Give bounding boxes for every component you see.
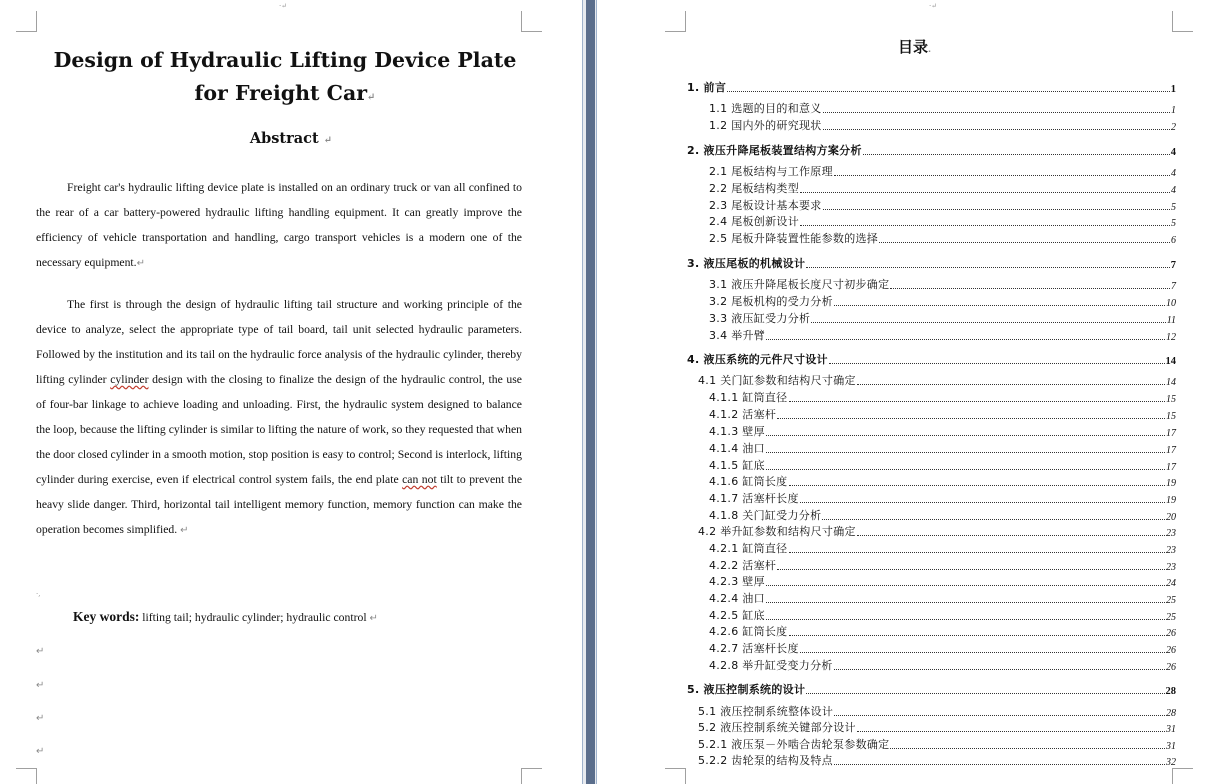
empty-paragraph-mark[interactable]: ↵: [36, 680, 45, 691]
toc-entry[interactable]: [687, 80, 1176, 95]
toc-entry-label: 4.2.2 活塞杆: [709, 559, 777, 572]
toc-entry-label: 4.1.3 壁厚: [709, 425, 765, 438]
empty-paragraph-mark[interactable]: ↵: [36, 713, 45, 724]
toc-entry-page: 15: [1166, 394, 1176, 405]
toc-dot-leader: [834, 668, 1165, 670]
toc-entry-label: 5.2.1 液压泵－外啮合齿轮泵参数确定: [698, 738, 890, 751]
toc-entry-label: 4.1.4 油口: [709, 442, 765, 455]
toc-dot-leader: [789, 484, 1166, 486]
keywords-line[interactable]: Key words: lifting tail; hydraulic cylinder; hydraulic control ↵: [73, 609, 378, 624]
toc-entry[interactable]: [687, 143, 1176, 158]
header-return-mark: ·↵: [279, 2, 288, 10]
toc-entry-label: 1. 前言: [687, 81, 727, 94]
crop-mark-top-left: [665, 11, 686, 32]
toc-dot-leader: [777, 417, 1165, 419]
toc-entry-page: 5: [1171, 202, 1176, 213]
toc-dot-leader: [789, 551, 1166, 553]
toc-entry[interactable]: [687, 682, 1176, 697]
empty-paragraph-mark[interactable]: ↵: [36, 646, 45, 657]
toc-entry-page: 17: [1166, 428, 1176, 439]
toc-dot-leader: [823, 111, 1170, 113]
toc-entry[interactable]: [709, 624, 1176, 639]
toc-dot-leader: [766, 434, 1165, 436]
header-return-mark: ·↵: [929, 2, 938, 10]
toc-dot-leader: [834, 714, 1165, 716]
toc-entry-page: 2: [1171, 122, 1176, 133]
paragraph-anchor-mark: ·,: [36, 590, 41, 598]
toc-entry-page: 23: [1166, 562, 1176, 573]
toc-entry[interactable]: [709, 658, 1176, 673]
toc-entry-label: 2. 液压升降尾板装置结构方案分析: [687, 144, 862, 157]
toc-entry[interactable]: [709, 164, 1176, 179]
toc-entry-page: 25: [1166, 595, 1176, 606]
toc-entry-label: 4.2.5 缸底: [709, 609, 765, 622]
toc-entry-page: 31: [1166, 741, 1176, 752]
toc-dot-leader: [829, 362, 1165, 364]
toc-entry-label: 3.4 举升臂: [709, 329, 766, 342]
spellcheck-underline[interactable]: cylinder: [110, 373, 149, 386]
toc-entry[interactable]: [698, 373, 1176, 388]
toc-dot-leader: [766, 468, 1165, 470]
toc-entry-page: 28: [1166, 708, 1176, 719]
toc-entry-label: 4. 液压系统的元件尺寸设计: [687, 353, 828, 366]
toc-entry-label: 4.2.8 举升缸受变力分析: [709, 659, 833, 672]
toc-dot-leader: [777, 568, 1165, 570]
toc-entry[interactable]: [709, 508, 1176, 523]
toc-entry-page: 10: [1166, 298, 1176, 309]
toc-entry[interactable]: [709, 441, 1176, 456]
toc-entry-page: 4: [1171, 185, 1176, 196]
toc-entry-label: 4.2.4 油口: [709, 592, 765, 605]
toc-title[interactable]: 目录.: [897, 38, 932, 56]
toc-entry-page: 19: [1166, 495, 1176, 506]
document-title[interactable]: Design of Hydraulic Lifting Device Plate for Freight Car↵: [53, 48, 517, 105]
toc-dot-leader: [823, 128, 1170, 130]
toc-entry-page: 11: [1166, 315, 1176, 326]
toc-entry-label: 4.1.8 关门缸受力分析: [709, 509, 822, 522]
crop-mark-top-right: [1172, 11, 1193, 32]
toc-entry[interactable]: [709, 591, 1176, 606]
abstract-paragraph-1[interactable]: Freight car's hydraulic lifting device plate is installed on an ordinary truck or van all confined to the rear of a car battery-powered hydraulic lifting handling equipment. It can greatly improve the efficiency of vehicle transportation and handling, cargo transport vehicles is a modern one of the necessary equipment.↵: [36, 181, 522, 269]
toc-entry-page: 24: [1166, 578, 1176, 589]
toc-entry[interactable]: [709, 101, 1176, 116]
toc-entry[interactable]: [709, 458, 1176, 473]
toc-dot-leader: [766, 451, 1165, 453]
toc-dot-leader: [879, 241, 1170, 243]
toc-entry-page: 4: [1170, 147, 1176, 158]
toc-entry[interactable]: [709, 118, 1176, 133]
toc-entry[interactable]: [709, 328, 1176, 343]
toc-entry[interactable]: [709, 294, 1176, 309]
toc-entry[interactable]: [709, 491, 1176, 506]
toc-entry[interactable]: [709, 277, 1176, 292]
toc-entry-page: 1: [1170, 84, 1176, 95]
toc-entry[interactable]: [709, 424, 1176, 439]
toc-dot-leader: [834, 174, 1170, 176]
toc-dot-leader: [727, 90, 1170, 92]
crop-mark-bottom-left: [16, 768, 37, 784]
toc-dot-leader: [811, 321, 1165, 323]
toc-entry-label: 1.2 国内外的研究现状: [709, 119, 822, 132]
toc-entry-label: 4.2.3 壁厚: [709, 575, 765, 588]
toc-entry-label: 1.1 选题的目的和意义: [709, 102, 822, 115]
toc-entry-page: 23: [1166, 528, 1176, 539]
toc-dot-leader: [834, 763, 1165, 765]
toc-entry-page: 5: [1171, 218, 1176, 229]
toc-dot-leader: [766, 338, 1165, 340]
toc-entry-page: 23: [1166, 545, 1176, 556]
toc-dot-leader: [800, 651, 1165, 653]
toc-entry[interactable]: [698, 753, 1176, 768]
toc-entry-page: 28: [1165, 686, 1176, 697]
crop-mark-top-left: [16, 11, 37, 32]
toc-entry-page: 17: [1166, 445, 1176, 456]
grammar-underline[interactable]: can not: [402, 473, 437, 486]
toc-entry-label: 2.4 尾板创新设计: [709, 215, 799, 228]
toc-entry[interactable]: [709, 311, 1176, 326]
toc-entry-label: 2.2 尾板结构类型: [709, 182, 799, 195]
toc-entry[interactable]: [709, 181, 1176, 196]
toc-dot-leader: [890, 287, 1170, 289]
toc-entry[interactable]: [709, 474, 1176, 489]
toc-entry-page: 12: [1166, 332, 1176, 343]
toc-entry-label: 4.1.5 缸底: [709, 459, 765, 472]
toc-entry[interactable]: [698, 524, 1176, 539]
toc-entry-label: 2.5 尾板升降装置性能参数的选择: [709, 232, 879, 245]
crop-mark-bottom-left: [665, 768, 686, 784]
toc-entry[interactable]: [709, 574, 1176, 589]
toc-entry-page: 7: [1171, 281, 1176, 292]
toc-entry[interactable]: [709, 390, 1176, 405]
toc-entry-label: 4.1.6 缸筒长度: [709, 475, 788, 488]
toc-dot-leader: [789, 634, 1166, 636]
toc-dot-leader: [806, 692, 1164, 694]
toc-entry-page: 17: [1166, 462, 1176, 473]
crop-mark-bottom-right: [521, 768, 542, 784]
toc-entry[interactable]: [709, 407, 1176, 422]
abstract-paragraph-2[interactable]: The first is through the design of hydraulic lifting tail structure and working principle of the device to analyze, select the appropriate type of tail board, tail unit selected hydraulic parameters. Followed by the institution and its tail on the hydraulic force analysis of the hydraulic cylinder, thereby lifting cylinder cylinder design with the closing to finalize the design of the hydraulic control, the use of four-bar linkage to achieve loading and unloading. First, the hydraulic system designed to balance the loop, because the lifting cylinder is similar to lifting the nature of work, so they requested that when the door closed cylinder in a smooth motion, stop position is easy to control; Second is interlock, lifting cylinder during exercise, even if electrical control system fails, the end plate can not tilt to prevent the heavy slide danger. Third, horizontal tail intelligent memory function, memory function can make the operation becomes simplified. ↵: [36, 298, 523, 536]
toc-entry[interactable]: [709, 608, 1176, 623]
toc-entry-page: 19: [1166, 478, 1176, 489]
toc-entry[interactable]: [709, 198, 1176, 213]
empty-paragraph-mark[interactable]: ↵: [36, 746, 45, 757]
toc-entry-label: 4.1.2 活塞杆: [709, 408, 777, 421]
toc-entry-label: 3.1 液压升降尾板长度尺寸初步确定: [709, 278, 890, 291]
toc-entry-label: 4.2.6 缸筒长度: [709, 625, 788, 638]
toc-dot-leader: [822, 518, 1165, 520]
keywords-label: Key words:: [73, 609, 140, 624]
toc-entry[interactable]: [709, 641, 1176, 656]
toc-entry-page: 7: [1170, 260, 1176, 271]
toc-entry[interactable]: [687, 256, 1176, 271]
toc-entry-page: 26: [1166, 645, 1176, 656]
toc-entry-page: 14: [1166, 377, 1176, 388]
toc-dot-leader: [766, 618, 1165, 620]
toc-entry-label: 3. 液压尾板的机械设计: [687, 257, 806, 270]
toc-dot-leader: [800, 501, 1165, 503]
toc-entry-page: 26: [1166, 628, 1176, 639]
toc-dot-leader: [766, 584, 1165, 586]
toc-entry[interactable]: [698, 737, 1176, 752]
abstract-heading[interactable]: Abstract ↵: [249, 130, 333, 147]
toc-entry-page: 14: [1165, 356, 1176, 367]
page-separator: [582, 0, 597, 784]
toc-dot-leader: [890, 747, 1165, 749]
toc-entry-page: 26: [1166, 662, 1176, 673]
toc-entry-label: 4.1 关门缸参数和结构尺寸确定: [698, 374, 856, 387]
keywords-text: lifting tail; hydraulic cylinder; hydraulic control: [142, 611, 367, 624]
toc-dot-leader: [800, 224, 1170, 226]
toc-entry-label: 2.1 尾板结构与工作原理: [709, 165, 833, 178]
toc-dot-leader: [806, 266, 1169, 268]
toc-entry-page: 1: [1171, 105, 1176, 116]
toc-entry[interactable]: [687, 352, 1176, 367]
toc-entry[interactable]: [709, 214, 1176, 229]
toc-dot-leader: [857, 383, 1165, 385]
toc-dot-leader: [857, 534, 1165, 536]
toc-dot-leader: [800, 191, 1170, 193]
document-page-left[interactable]: [0, 0, 582, 784]
toc-entry-page: 15: [1166, 411, 1176, 422]
toc-dot-leader: [789, 400, 1166, 402]
toc-dot-leader: [834, 304, 1165, 306]
toc-entry[interactable]: [698, 720, 1176, 735]
toc-entry-page: 32: [1166, 757, 1176, 768]
toc-entry-label: 5.2.2 齿轮泵的结构及特点: [698, 754, 833, 767]
toc-dot-leader: [857, 730, 1165, 732]
toc-entry[interactable]: [709, 558, 1176, 573]
toc-entry-label: 3.3 液压缸受力分析: [709, 312, 811, 325]
toc-entry[interactable]: [698, 704, 1176, 719]
toc-entry-label: 4.2.1 缸筒直径: [709, 542, 788, 555]
toc-entry-label: 4.2 举升缸参数和结构尺寸确定: [698, 525, 856, 538]
toc-entry-label: 5. 液压控制系统的设计: [687, 683, 806, 696]
toc-dot-leader: [823, 208, 1170, 210]
toc-entry-label: 4.1.1 缸筒直径: [709, 391, 788, 404]
toc-entry-page: 4: [1171, 168, 1176, 179]
crop-mark-bottom-right: [1172, 768, 1193, 784]
toc-entry-label: 2.3 尾板设计基本要求: [709, 199, 822, 212]
toc-entry-label: 4.1.7 活塞杆长度: [709, 492, 799, 505]
toc-entry-label: 3.2 尾板机构的受力分析: [709, 295, 833, 308]
document-page-right[interactable]: [597, 0, 1232, 784]
toc-dot-leader: [863, 153, 1170, 155]
toc-entry-label: 5.1 液压控制系统整体设计: [698, 705, 834, 718]
toc-entry-page: 20: [1166, 512, 1176, 523]
toc-entry-label: 4.2.7 活塞杆长度: [709, 642, 799, 655]
toc-entry-page: 25: [1166, 612, 1176, 623]
crop-mark-top-right: [521, 11, 542, 32]
toc-entry-page: 6: [1171, 235, 1176, 246]
toc-entry-label: 5.2 液压控制系统关键部分设计: [698, 721, 856, 734]
toc-entry[interactable]: [709, 231, 1176, 246]
toc-entry[interactable]: [709, 541, 1176, 556]
toc-entry-page: 31: [1166, 724, 1176, 735]
toc-dot-leader: [766, 601, 1165, 603]
